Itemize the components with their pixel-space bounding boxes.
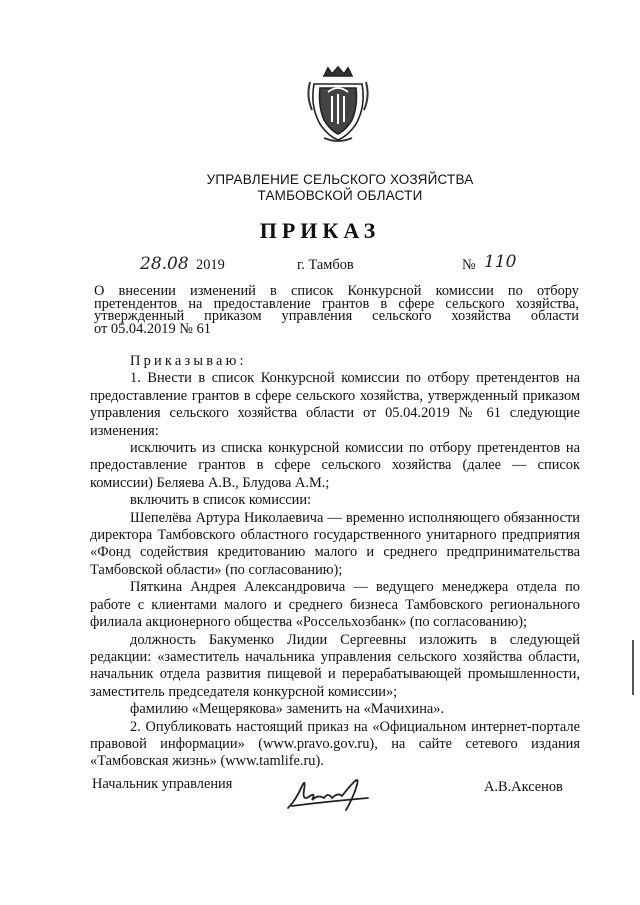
subject-line: от 05.04.2019 № 61	[94, 320, 211, 337]
signatory-position: Начальник управления	[92, 776, 233, 792]
paragraph-2: исключить из списка конкурсной комиссии по отбору претендентов на предоставление грантов в сфере сельского хозяйства (далее — список комиссии) Беляева А.В., Блудова А.М.;	[90, 440, 580, 491]
paragraph-3: включить в список комиссии:	[130, 492, 312, 509]
handwritten-date: 28.08	[140, 254, 189, 274]
number-label: №	[462, 257, 476, 273]
organization-name-line2: ТАМБОВСКОЙ ОБЛАСТИ	[257, 188, 423, 203]
handwritten-number: 110	[484, 252, 517, 272]
paragraph-6: должность Бакуменко Лидии Сергеевны изложить в следующей редакции: «заместитель начальника управления сельского хозяйства области, начальник отдела развития пищевой и перерабатывающей промышленности, заместитель председателя конкурсной комиссии»;	[90, 631, 580, 700]
document-title: ПРИКАЗ	[259, 218, 381, 243]
subject-line: утвержденный приказом управления сельского хозяйства области	[94, 308, 579, 324]
document-body	[90, 353, 580, 771]
organization-name-line1: УПРАВЛЕНИЕ СЕЛЬСКОГО ХОЗЯЙСТВА	[206, 172, 474, 187]
paragraph-4: Шепелёва Артура Николаевича — временно исполняющего обязанности директора Тамбовского областного государственного унитарного предприятия «Фонд содействия кредитованию малого и среднего предпринимательства Тамбовской области» (по согласованию);	[90, 509, 580, 578]
order-word: Приказываю:	[130, 353, 247, 369]
paragraph-8: 2. Опубликовать настоящий приказ на «Официальном интернет-портале правовой информации» (www.pravo.gov.ru), на сайте сетевого издания «Тамбовская жизнь» (www.tamlife.ru).	[90, 718, 580, 770]
subject-line: О внесении изменений в список Конкурсной комиссии по отбору	[94, 283, 579, 299]
paragraph-1: 1. Внести в список Конкурсной комиссии по отбору претендентов на предоставление грантов в сфере сельского хозяйства, утвержденный приказом управления сельского хозяйства области от 05.04.2019 № 61 следующие изменения:	[90, 370, 580, 439]
handwritten-signature	[282, 770, 378, 816]
city-label: г. Тамбов	[297, 257, 354, 273]
subject-line: претендентов на предоставление грантов в сфере сельского хозяйства,	[94, 295, 579, 312]
date-year: 2019	[196, 257, 225, 273]
paragraph-5: Пяткина Андрея Александровича — ведущего менеджера отдела по работе с клиентами малого и среднего бизнеса Тамбовского регионального филиала акционерного общества «Россельхозбанк» (по согласованию);	[90, 579, 580, 631]
coat-of-arms-emblem	[306, 66, 370, 144]
subject-block	[94, 285, 579, 335]
scan-edge-mark	[632, 640, 634, 695]
signatory-name: А.В.Аксенов	[484, 779, 563, 795]
paragraph-7: фамилию «Мещерякова» заменить на «Мачихина».	[130, 701, 445, 718]
